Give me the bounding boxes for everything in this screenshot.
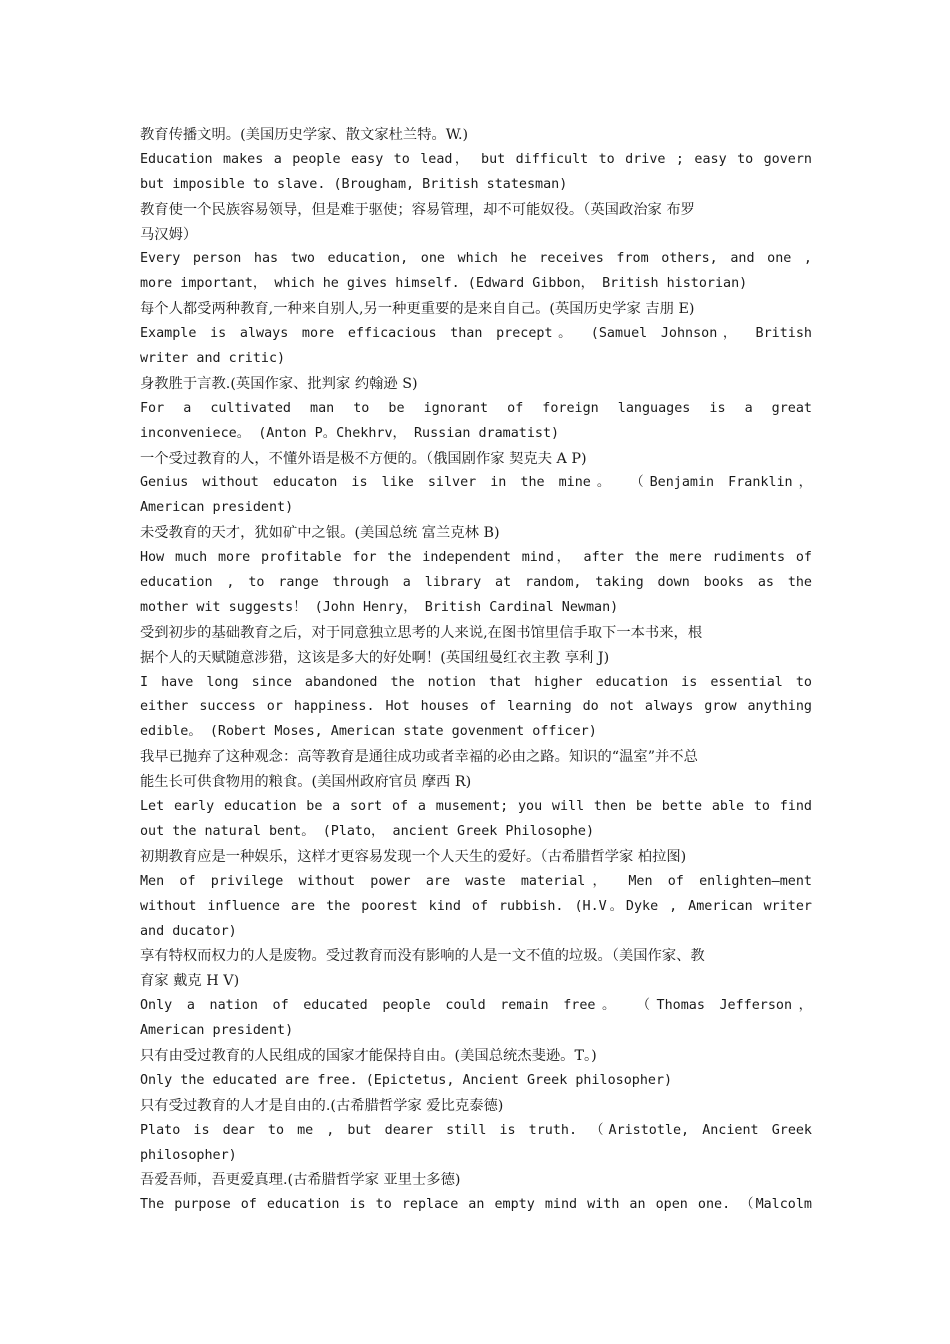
english-quote-line: without influence are the poorest kind of rubbish. (H.V。Dyke , American writer [140, 898, 812, 914]
chinese-translation-line: 身教胜于言教.(英国作家、批判家 约翰逊 S) [140, 375, 418, 392]
english-quote-line: American president) [140, 500, 294, 516]
english-quote-line: education , to range through a library at random, taking down books as the [140, 575, 812, 591]
english-quote-line: edible。 (Robert Moses, American state govenment officer) [140, 724, 597, 740]
chinese-translation-line: 吾爱吾师，吾更爱真理.(古希腊哲学家 亚里士多德) [140, 1172, 461, 1189]
english-quote-line: Men of privilege without power are waste material， Men of enlighten—ment [140, 873, 812, 889]
english-quote-line: Let early education be a sort of a musement; you will then be bette able to find [140, 799, 812, 815]
chinese-translation-line: 教育使一个民族容易领导，但是难于驱使；容易管理，却不可能奴役。（英国政治家 布罗 [140, 201, 695, 218]
chinese-translation-line: 一个受过教育的人，不懂外语是极不方便的。（俄国剧作家 契克夫 A P) [140, 450, 587, 467]
chinese-translation-line: 只有受过教育的人才是自由的.(古希腊哲学家 爱比克泰德) [140, 1097, 504, 1114]
chinese-translation-line: 初期教育应是一种娱乐，这样才更容易发现一个人天生的爱好。（古希腊哲学家 柏拉图) [140, 848, 687, 865]
english-quote-line: writer and critic) [140, 351, 286, 367]
english-quote-line: philosopher) [140, 1147, 237, 1163]
chinese-translation-line: 马汉姆） [140, 226, 198, 243]
chinese-translation-line: 每个人都受两种教育,一种来自别人,另一种更重要的是来自自己。(英国历史学家 吉朋 E) [140, 301, 695, 318]
english-quote-line: For a cultivated man to be ignorant of foreign languages is a great [140, 400, 812, 416]
english-quote-line: Every person has two education, one which he receives from others, and one , [140, 251, 812, 267]
english-quote-line: Only a nation of educated people could remain free。 （Thomas Jefferson， [140, 998, 812, 1014]
english-quote-line: How much more profitable for the independent mind， after the mere rudiments of [140, 550, 812, 566]
english-quote-line: and ducator) [140, 923, 237, 939]
english-quote-line: Education makes a people easy to lead， but difficult to drive ; easy to govern [140, 151, 812, 167]
english-quote-line: mother wit suggests！ (John Henry， British Cardinal Newman) [140, 599, 619, 615]
english-quote-line: American president) [140, 1023, 294, 1039]
english-quote-line: more important， which he gives himself. (Edward Gibbon， British historian) [140, 276, 748, 292]
english-quote-line: inconveniece。 (Anton P。Chekhrv， Russian dramatist) [140, 425, 560, 441]
english-quote-line: Example is always more efficacious than precept。 (Samuel Johnson， British [140, 326, 812, 342]
document-page [140, 123, 812, 1218]
english-quote-line: either success or happiness. Hot houses of learning do not always grow anything [140, 699, 812, 715]
chinese-translation-line: 未受教育的天才，犹如矿中之银。(美国总统 富兰克林 B) [140, 525, 500, 542]
chinese-translation-line: 育家 戴克 H V) [140, 973, 240, 990]
chinese-translation-line: 我早已抛弃了这种观念：高等教育是通往成功或者幸福的必由之路。知识的“温室”并不总 [140, 749, 698, 766]
chinese-translation-line: 教育传播文明。(美国历史学家、散文家杜兰特。W.) [140, 127, 469, 143]
english-quote-line: Genius without educaton is like silver in the mine。 （Benjamin Franklin， [140, 475, 812, 491]
english-quote-line: The purpose of education is to replace an empty mind with an open one. （Malcolm [140, 1197, 812, 1213]
chinese-translation-line: 能生长可供食物用的粮食。(美国州政府官员 摩西 R) [140, 774, 472, 791]
english-quote-line: but imposible to slave. (Brougham, British statesman) [140, 176, 568, 192]
chinese-translation-line: 受到初步的基础教育之后，对于同意独立思考的人来说,在图书馆里信手取下一本书来，根 [140, 624, 703, 641]
english-quote-line: out the natural bent。 (Plato， ancient Greek Philosophe) [140, 823, 595, 839]
english-quote-line: Only the educated are free. (Epictetus, Ancient Greek philosopher) [140, 1072, 673, 1088]
english-quote-line: I have long since abandoned the notion that higher education is essential to [140, 674, 812, 690]
chinese-translation-line: 只有由受过教育的人民组成的国家才能保持自由。(美国总统杰斐逊。T。) [140, 1047, 597, 1064]
chinese-translation-line: 享有特权而权力的人是废物。受过教育而没有影响的人是一文不值的垃圾。（美国作家、教 [140, 948, 705, 965]
chinese-translation-line: 据个人的天赋随意涉猎，这该是多大的好处啊！(英国纽曼红衣主教 享利 J) [140, 649, 610, 666]
english-quote-line: Plato is dear to me , but dearer still is truth. （Aristotle, Ancient Greek [140, 1122, 812, 1138]
